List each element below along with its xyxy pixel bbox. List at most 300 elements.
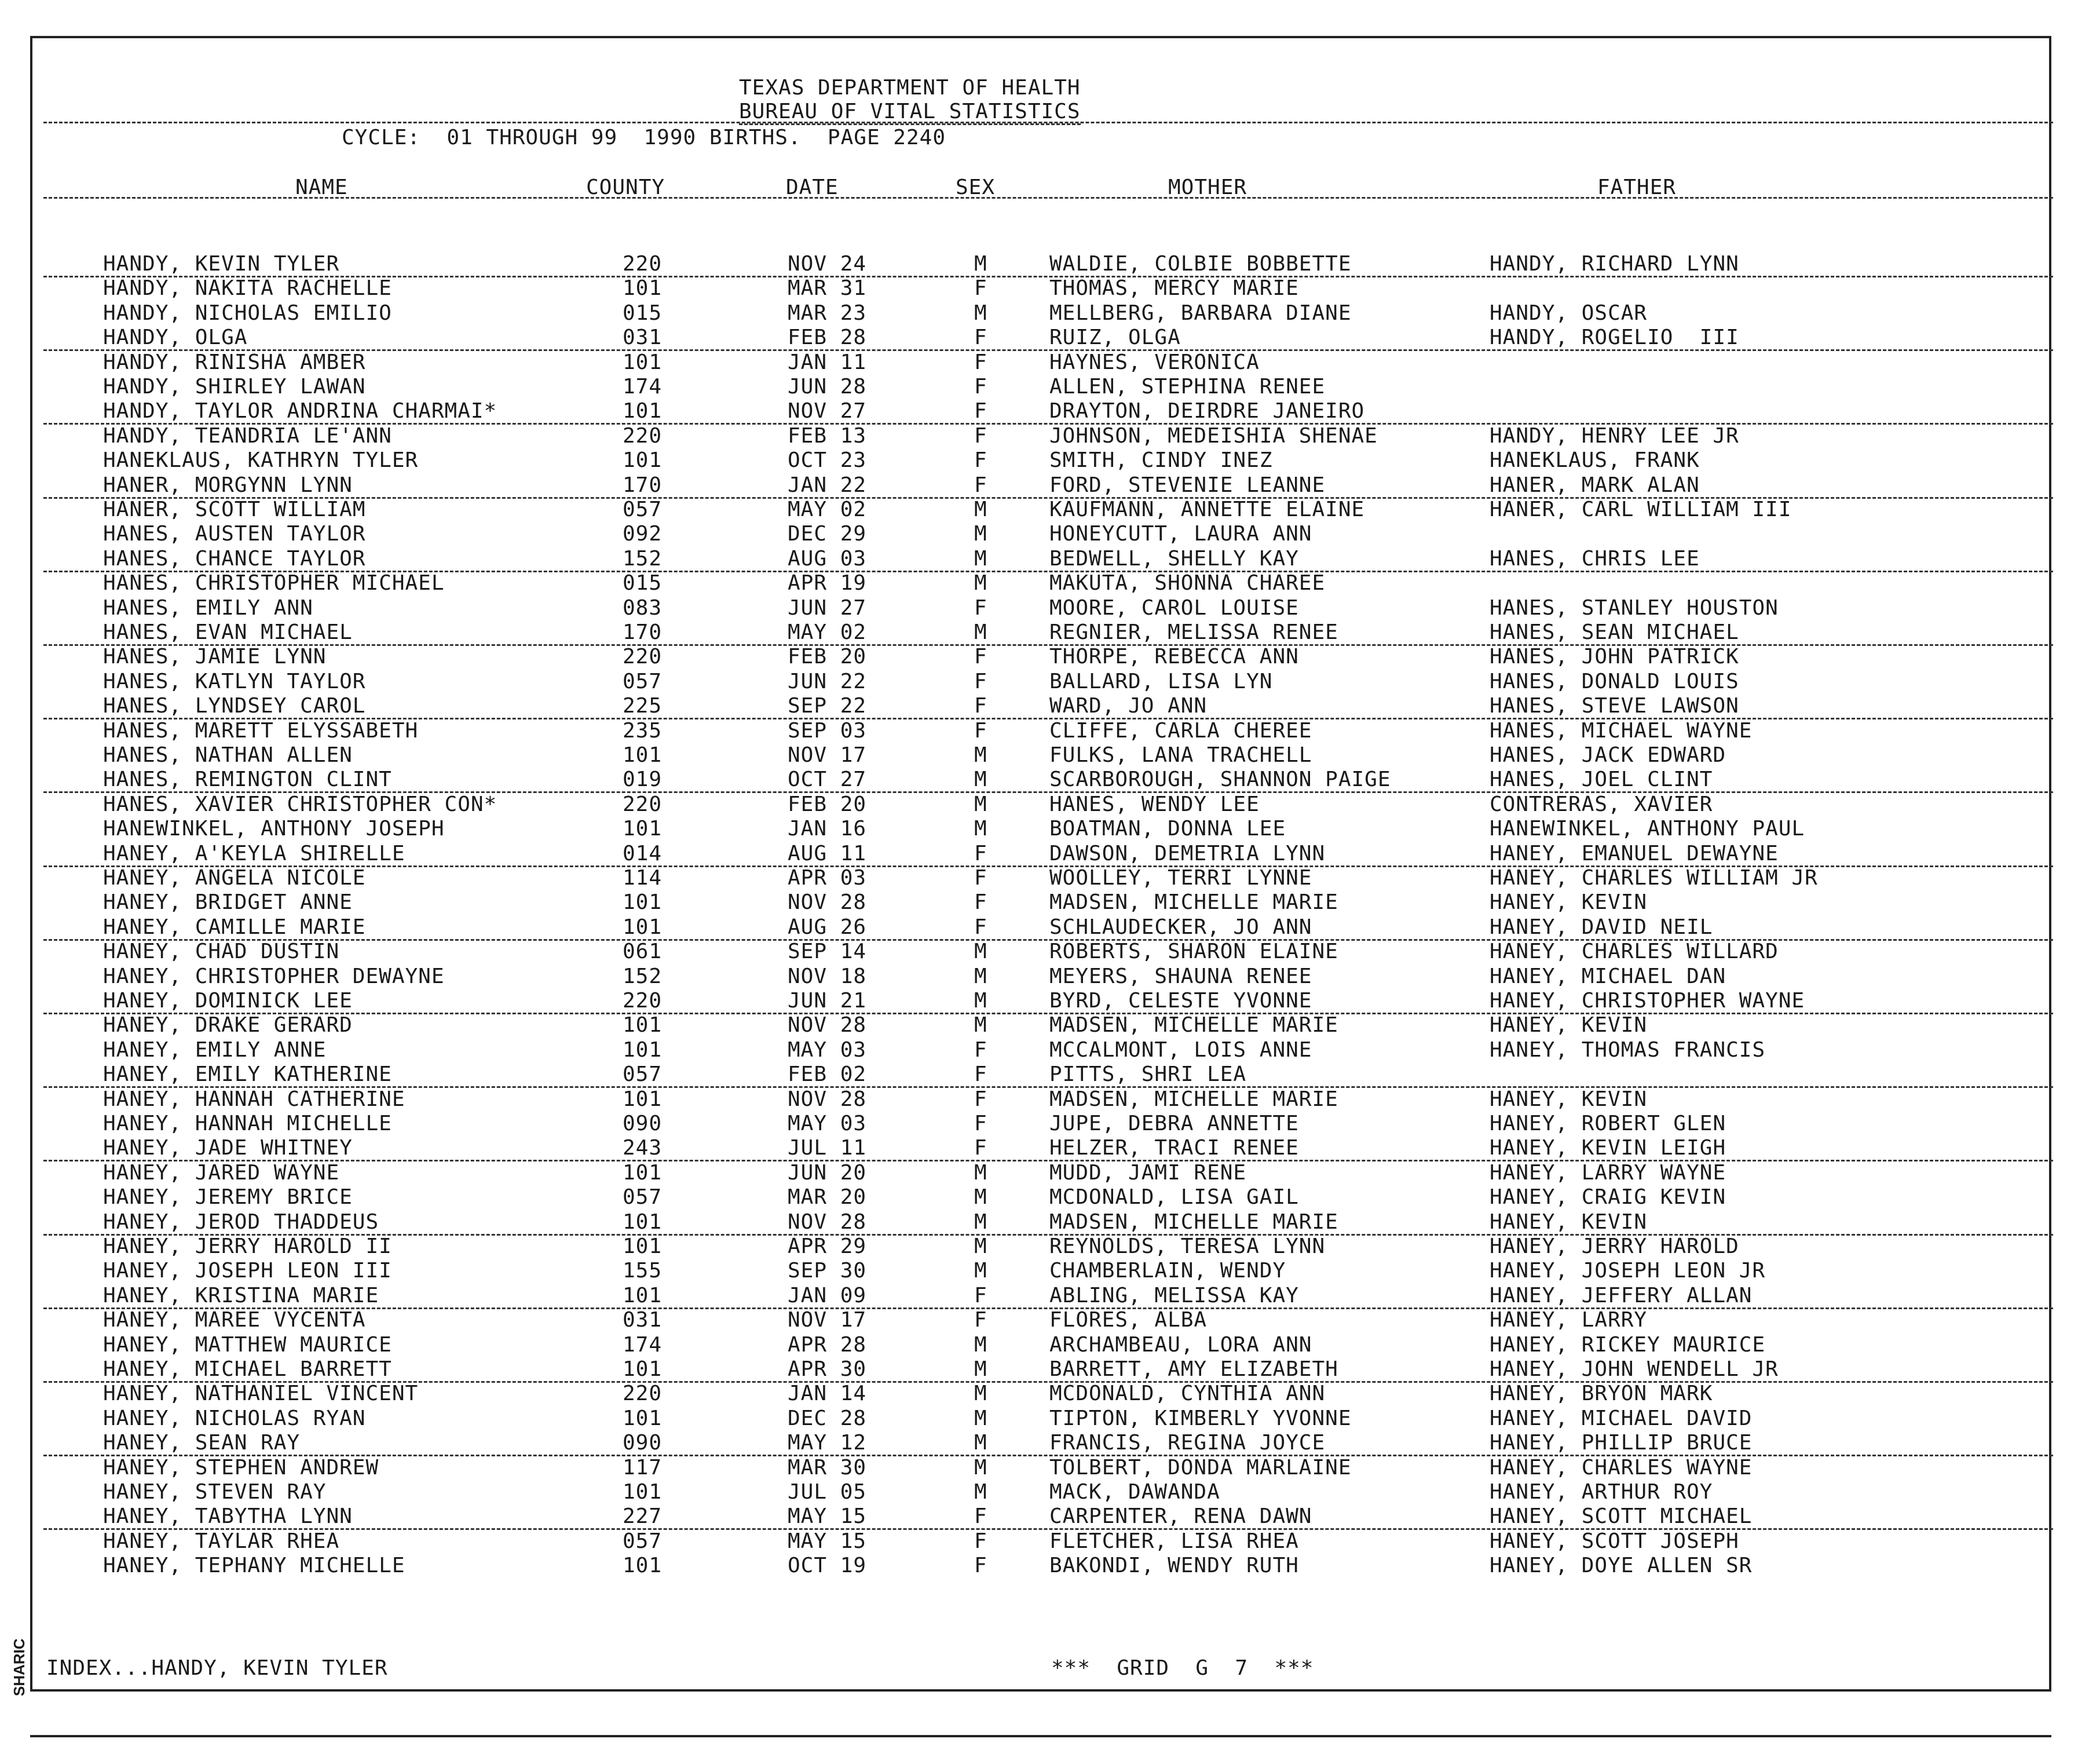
col-header-date: DATE: [786, 176, 839, 199]
table-row: [0, 1334, 2021, 1358]
cell-sex: F: [974, 1504, 987, 1528]
cell-county: 031: [623, 326, 663, 349]
cell-father: HANEY, JOSEPH LEON JR: [1490, 1259, 1766, 1283]
table-row: [0, 1259, 2021, 1284]
cell-date: JAN 11: [788, 350, 867, 374]
cell-county: 220: [623, 424, 663, 448]
cell-date: FEB 13: [788, 424, 867, 448]
cell-date: NOV 27: [788, 399, 867, 423]
cell-county: 101: [623, 350, 663, 374]
table-row: [0, 1112, 2021, 1137]
table-row: [0, 351, 2021, 375]
cell-date: NOV 24: [788, 252, 867, 276]
cell-sex: M: [974, 1259, 987, 1283]
cell-sex: F: [974, 350, 987, 374]
cell-date: OCT 19: [788, 1554, 867, 1577]
table-row: [0, 277, 2021, 301]
cell-date: MAY 03: [788, 1112, 867, 1135]
cell-sex: M: [974, 252, 987, 276]
cell-name: HANEY, MICHAEL BARRETT: [103, 1357, 392, 1381]
cell-name: HANEY, A'KEYLA SHIRELLE: [103, 842, 405, 865]
cell-date: MAY 02: [788, 498, 867, 521]
cell-sex: F: [974, 424, 987, 448]
cell-date: AUG 11: [788, 842, 867, 865]
cell-date: OCT 27: [788, 768, 867, 791]
cell-county: 220: [623, 645, 663, 669]
cell-county: 101: [623, 1161, 663, 1185]
cell-mother: JUPE, DEBRA ANNETTE: [1049, 1112, 1299, 1135]
cell-county: 057: [623, 498, 663, 521]
cell-sex: F: [974, 1308, 987, 1332]
cell-name: HANES, EVAN MICHAEL: [103, 620, 353, 644]
cell-father: HANEY, JOHN WENDELL JR: [1490, 1357, 1779, 1381]
cell-father: HANES, STANLEY HOUSTON: [1490, 596, 1779, 620]
cell-father: HANEY, PHILLIP BRUCE: [1490, 1431, 1753, 1455]
cell-county: 057: [623, 1185, 663, 1209]
cell-mother: TIPTON, KIMBERLY YVONNE: [1049, 1407, 1352, 1430]
cell-father: HANES, MICHAEL WAYNE: [1490, 719, 1753, 743]
table-row: [0, 1235, 2021, 1259]
cell-mother: RUIZ, OLGA: [1049, 326, 1181, 349]
cell-name: HANES, MARETT ELYSSABETH: [103, 719, 419, 743]
cell-mother: MUDD, JAMI RENE: [1049, 1161, 1247, 1185]
cell-sex: M: [974, 817, 987, 841]
cell-sex: F: [974, 1529, 987, 1553]
cell-father: HANEY, THOMAS FRANCIS: [1490, 1038, 1766, 1062]
cell-date: APR 29: [788, 1234, 867, 1258]
col-header-mother: MOTHER: [1168, 176, 1247, 199]
cell-mother: MEYERS, SHAUNA RENEE: [1049, 965, 1312, 988]
cell-sex: M: [974, 547, 987, 571]
cell-county: 220: [623, 252, 663, 276]
cell-date: MAR 31: [788, 276, 867, 300]
cell-mother: BALLARD, LISA LYN: [1049, 670, 1273, 693]
cell-county: 090: [623, 1112, 663, 1135]
cell-name: HANES, EMILY ANN: [103, 596, 313, 620]
cell-mother: WARD, JO ANN: [1049, 694, 1208, 718]
cell-sex: F: [974, 866, 987, 890]
cell-county: 101: [623, 817, 663, 841]
cell-mother: PITTS, SHRI LEA: [1049, 1062, 1247, 1086]
cell-sex: M: [974, 1431, 987, 1455]
cell-sex: M: [974, 1333, 987, 1357]
table-row: [0, 695, 2021, 719]
cell-mother: CLIFFE, CARLA CHEREE: [1049, 719, 1312, 743]
cell-date: FEB 20: [788, 792, 867, 816]
cell-sex: M: [974, 1234, 987, 1258]
table-row: [0, 1358, 2021, 1382]
table-row: [0, 719, 2021, 744]
cell-father: HANEY, JEFFERY ALLAN: [1490, 1284, 1753, 1307]
cell-father: HANES, STEVE LAWSON: [1490, 694, 1739, 718]
cell-sex: M: [974, 1480, 987, 1504]
table-row: [0, 817, 2021, 842]
cell-father: HANEY, KEVIN: [1490, 1013, 1648, 1037]
cell-mother: HELZER, TRACI RENEE: [1049, 1136, 1299, 1160]
cell-county: 235: [623, 719, 663, 743]
cell-sex: M: [974, 792, 987, 816]
cell-father: HANEY, CRAIG KEVIN: [1490, 1185, 1726, 1209]
cell-county: 243: [623, 1136, 663, 1160]
table-row: [0, 1284, 2021, 1309]
cell-mother: MACK, DAWANDA: [1049, 1480, 1220, 1504]
cell-name: HANEY, EMILY ANNE: [103, 1038, 327, 1062]
cell-mother: BARRETT, AMY ELIZABETH: [1049, 1357, 1338, 1381]
table-row: [0, 1211, 2021, 1235]
table-row: [0, 474, 2021, 498]
cell-father: HANEY, CHRISTOPHER WAYNE: [1490, 989, 1805, 1013]
cell-father: HANEY, SCOTT MICHAEL: [1490, 1504, 1753, 1528]
cell-mother: CHAMBERLAIN, WENDY: [1049, 1259, 1286, 1283]
cell-father: HANDY, HENRY LEE JR: [1490, 424, 1739, 448]
table-row: [0, 523, 2021, 547]
table-row: [0, 302, 2021, 326]
col-header-county: COUNTY: [586, 176, 665, 199]
cell-mother: ALLEN, STEPHINA RENEE: [1049, 375, 1326, 399]
cell-county: 101: [623, 915, 663, 939]
cell-father: HANEY, DAVID NEIL: [1490, 915, 1713, 939]
cell-name: HANEY, MATTHEW MAURICE: [103, 1333, 392, 1357]
cell-date: MAR 30: [788, 1456, 867, 1480]
cell-name: HANDY, OLGA: [103, 326, 248, 349]
cell-mother: FORD, STEVENIE LEANNE: [1049, 473, 1326, 497]
cell-sex: F: [974, 915, 987, 939]
table-row: [0, 572, 2021, 596]
cell-mother: WALDIE, COLBIE BOBBETTE: [1049, 252, 1352, 276]
cell-mother: DAWSON, DEMETRIA LYNN: [1049, 842, 1326, 865]
cell-name: HANEKLAUS, KATHRYN TYLER: [103, 448, 419, 472]
side-stamp: SHARIC: [10, 1638, 28, 1696]
cell-date: MAR 23: [788, 301, 867, 325]
cell-father: HANES, JOHN PATRICK: [1490, 645, 1739, 669]
cell-county: 170: [623, 473, 663, 497]
cell-name: HANES, KATLYN TAYLOR: [103, 670, 366, 693]
cell-date: MAY 15: [788, 1504, 867, 1528]
table-row: [0, 1039, 2021, 1063]
cell-mother: BAKONDI, WENDY RUTH: [1049, 1554, 1299, 1577]
cell-sex: F: [974, 1038, 987, 1062]
cell-name: HANDY, NAKITA RACHELLE: [103, 276, 392, 300]
cell-county: 101: [623, 1038, 663, 1062]
cell-county: 152: [623, 965, 663, 988]
cell-sex: F: [974, 645, 987, 669]
cell-date: NOV 28: [788, 1210, 867, 1234]
table-row: [0, 793, 2021, 817]
cell-sex: F: [974, 1136, 987, 1160]
cell-sex: M: [974, 1161, 987, 1185]
cell-mother: WOOLLEY, TERRI LYNNE: [1049, 866, 1312, 890]
cell-name: HANEY, STEPHEN ANDREW: [103, 1456, 379, 1480]
cell-county: 101: [623, 890, 663, 914]
cell-mother: REGNIER, MELISSA RENEE: [1049, 620, 1338, 644]
cell-date: JUN 28: [788, 375, 867, 399]
cell-sex: M: [974, 1456, 987, 1480]
cell-county: 031: [623, 1308, 663, 1332]
cell-mother: FRANCIS, REGINA JOYCE: [1049, 1431, 1326, 1455]
cell-father: HANEY, CHARLES WILLIAM JR: [1490, 866, 1818, 890]
cell-county: 101: [623, 1480, 663, 1504]
cell-date: JUL 11: [788, 1136, 867, 1160]
cell-date: APR 19: [788, 571, 867, 595]
table-row: [0, 645, 2021, 670]
cell-county: 152: [623, 547, 663, 571]
table-row: [0, 1088, 2021, 1112]
table-row: [0, 1161, 2021, 1186]
cell-sex: F: [974, 719, 987, 743]
table-row: [0, 498, 2021, 523]
cell-name: HANES, AUSTEN TAYLOR: [103, 522, 366, 546]
table-row: [0, 867, 2021, 891]
table-row: [0, 1431, 2021, 1456]
cell-father: HANEY, KEVIN: [1490, 890, 1648, 914]
cell-name: HANER, MORGYNN LYNN: [103, 473, 353, 497]
cell-county: 101: [623, 1210, 663, 1234]
cell-county: 083: [623, 596, 663, 620]
footer-grid: *** GRID G 7 ***: [1051, 1656, 1314, 1680]
cell-county: 019: [623, 768, 663, 791]
cell-name: HANES, JAMIE LYNN: [103, 645, 327, 669]
cell-father: HANEY, MICHAEL DAVID: [1490, 1407, 1753, 1430]
cell-mother: BOATMAN, DONNA LEE: [1049, 817, 1286, 841]
table-row: [0, 940, 2021, 965]
table-row: [0, 425, 2021, 449]
cell-date: MAY 02: [788, 620, 867, 644]
table-row: [0, 891, 2021, 915]
cell-name: HANEWINKEL, ANTHONY JOSEPH: [103, 817, 445, 841]
cell-name: HANEY, TAYLAR RHEA: [103, 1529, 340, 1553]
cell-sex: F: [974, 1062, 987, 1086]
cell-mother: CARPENTER, RENA DAWN: [1049, 1504, 1312, 1528]
cell-date: NOV 28: [788, 1087, 867, 1111]
cell-date: JUN 21: [788, 989, 867, 1013]
table-row: [0, 326, 2021, 350]
table-row: [0, 842, 2021, 867]
cell-mother: SCHLAUDECKER, JO ANN: [1049, 915, 1312, 939]
cell-date: JUL 05: [788, 1480, 867, 1504]
cell-county: 101: [623, 1407, 663, 1430]
cell-county: 101: [623, 1234, 663, 1258]
cell-father: HANEY, MICHAEL DAN: [1490, 965, 1726, 988]
col-header-father: FATHER: [1597, 176, 1677, 199]
cell-county: 227: [623, 1504, 663, 1528]
cell-mother: ABLING, MELISSA KAY: [1049, 1284, 1299, 1307]
cell-date: MAY 12: [788, 1431, 867, 1455]
cell-father: HANEY, KEVIN: [1490, 1210, 1648, 1234]
cell-date: NOV 28: [788, 1013, 867, 1037]
cell-father: HANEY, CHARLES WILLARD: [1490, 940, 1779, 963]
cell-date: APR 28: [788, 1333, 867, 1357]
report-agency: TEXAS DEPARTMENT OF HEALTH: [739, 76, 1081, 100]
cell-sex: M: [974, 768, 987, 791]
cell-name: HANEY, EMILY KATHERINE: [103, 1062, 392, 1086]
footer-index: INDEX...HANDY, KEVIN TYLER: [46, 1656, 388, 1680]
cell-mother: HONEYCUTT, LAURA ANN: [1049, 522, 1312, 546]
cell-name: HANES, CHRISTOPHER MICHAEL: [103, 571, 445, 595]
cell-mother: MADSEN, MICHELLE MARIE: [1049, 890, 1338, 914]
cell-date: JUN 22: [788, 670, 867, 693]
cell-name: HANEY, BRIDGET ANNE: [103, 890, 353, 914]
cell-name: HANEY, HANNAH CATHERINE: [103, 1087, 405, 1111]
table-row: [0, 1137, 2021, 1161]
cell-name: HANEY, MAREE VYCENTA: [103, 1308, 366, 1332]
cell-county: 155: [623, 1259, 663, 1283]
cell-county: 117: [623, 1456, 663, 1480]
cell-mother: MELLBERG, BARBARA DIANE: [1049, 301, 1352, 325]
cell-county: 101: [623, 276, 663, 300]
cell-date: NOV 17: [788, 743, 867, 767]
cell-mother: JOHNSON, MEDEISHIA SHENAE: [1049, 424, 1378, 448]
cell-mother: ARCHAMBEAU, LORA ANN: [1049, 1333, 1312, 1357]
table-row: [0, 449, 2021, 473]
cell-mother: FLETCHER, LISA RHEA: [1049, 1529, 1299, 1553]
cell-father: HANER, CARL WILLIAM III: [1490, 498, 1792, 521]
cell-county: 114: [623, 866, 663, 890]
cell-father: HANEY, BRYON MARK: [1490, 1382, 1713, 1405]
cell-father: HANEY, JERRY HAROLD: [1490, 1234, 1739, 1258]
cell-date: MAY 15: [788, 1529, 867, 1553]
table-row: [0, 1530, 2021, 1554]
cell-father: HANES, DONALD LOUIS: [1490, 670, 1739, 693]
cell-mother: DRAYTON, DEIRDRE JANEIRO: [1049, 399, 1365, 423]
table-row: [0, 1014, 2021, 1038]
cell-mother: MAKUTA, SHONNA CHAREE: [1049, 571, 1326, 595]
table-row: [0, 400, 2021, 424]
cell-date: APR 03: [788, 866, 867, 890]
cell-county: 092: [623, 522, 663, 546]
cell-father: HANDY, OSCAR: [1490, 301, 1648, 325]
table-row: [0, 1505, 2021, 1529]
header-rule: [43, 122, 2053, 123]
cell-county: 061: [623, 940, 663, 963]
cell-county: 057: [623, 670, 663, 693]
cell-county: 090: [623, 1431, 663, 1455]
table-row: [0, 744, 2021, 768]
cell-father: HANES, JACK EDWARD: [1490, 743, 1726, 767]
table-row: [0, 989, 2021, 1014]
cell-name: HANDY, TEANDRIA LE'ANN: [103, 424, 392, 448]
table-row: [0, 965, 2021, 989]
cell-sex: F: [974, 399, 987, 423]
cell-name: HANEY, DRAKE GERARD: [103, 1013, 353, 1037]
table-row: [0, 1407, 2021, 1431]
cell-name: HANEY, ANGELA NICOLE: [103, 866, 366, 890]
cell-name: HANEY, JADE WHITNEY: [103, 1136, 353, 1160]
cell-mother: BYRD, CELESTE YVONNE: [1049, 989, 1312, 1013]
table-row: [0, 597, 2021, 621]
cell-name: HANEY, JEROD THADDEUS: [103, 1210, 379, 1234]
cell-county: 220: [623, 792, 663, 816]
cell-date: NOV 28: [788, 890, 867, 914]
cell-father: HANER, MARK ALAN: [1490, 473, 1700, 497]
cell-date: NOV 17: [788, 1308, 867, 1332]
report-bureau: BUREAU OF VITAL STATISTICS: [739, 100, 1081, 125]
cell-name: HANEY, KRISTINA MARIE: [103, 1284, 379, 1307]
cell-father: HANEY, RICKEY MAURICE: [1490, 1333, 1766, 1357]
cell-father: HANDY, ROGELIO III: [1490, 326, 1739, 349]
cell-county: 225: [623, 694, 663, 718]
cell-date: JAN 09: [788, 1284, 867, 1307]
cell-date: JAN 16: [788, 817, 867, 841]
cell-father: CONTRERAS, XAVIER: [1490, 792, 1713, 816]
cell-sex: F: [974, 670, 987, 693]
cell-father: HANEWINKEL, ANTHONY PAUL: [1490, 817, 1805, 841]
cell-sex: F: [974, 1554, 987, 1577]
cell-mother: SMITH, CINDY INEZ: [1049, 448, 1273, 472]
cell-date: DEC 29: [788, 522, 867, 546]
cell-sex: M: [974, 1382, 987, 1405]
cell-date: JUN 20: [788, 1161, 867, 1185]
cell-sex: M: [974, 301, 987, 325]
cell-name: HANER, SCOTT WILLIAM: [103, 498, 366, 521]
cell-sex: M: [974, 940, 987, 963]
cell-name: HANEY, JEREMY BRICE: [103, 1185, 353, 1209]
cell-name: HANEY, DOMINICK LEE: [103, 989, 353, 1013]
table-row: [0, 1186, 2021, 1210]
cell-county: 101: [623, 743, 663, 767]
table-row: [0, 670, 2021, 695]
cell-sex: M: [974, 1357, 987, 1381]
cell-sex: M: [974, 965, 987, 988]
cell-sex: F: [974, 448, 987, 472]
cell-father: HANEY, EMANUEL DEWAYNE: [1490, 842, 1779, 865]
cell-county: 101: [623, 448, 663, 472]
cell-name: HANEY, NICHOLAS RYAN: [103, 1407, 366, 1430]
cell-date: JAN 14: [788, 1382, 867, 1405]
cell-sex: F: [974, 326, 987, 349]
table-row: [0, 1382, 2021, 1407]
cell-mother: REYNOLDS, TERESA LYNN: [1049, 1234, 1326, 1258]
cell-name: HANEY, CHRISTOPHER DEWAYNE: [103, 965, 445, 988]
next-page-edge: [30, 1735, 2051, 1737]
cell-sex: M: [974, 989, 987, 1013]
cell-sex: F: [974, 1284, 987, 1307]
cell-father: HANEY, ROBERT GLEN: [1490, 1112, 1726, 1135]
cell-sex: M: [974, 743, 987, 767]
cell-sex: F: [974, 890, 987, 914]
cell-county: 174: [623, 375, 663, 399]
cell-name: HANEY, SEAN RAY: [103, 1431, 301, 1455]
cell-mother: SCARBOROUGH, SHANNON PAIGE: [1049, 768, 1391, 791]
cell-sex: F: [974, 276, 987, 300]
cell-date: AUG 26: [788, 915, 867, 939]
cell-sex: F: [974, 1112, 987, 1135]
cell-father: HANES, CHRIS LEE: [1490, 547, 1700, 571]
cell-sex: F: [974, 1087, 987, 1111]
table-row: [0, 1456, 2021, 1481]
cell-county: 220: [623, 989, 663, 1013]
cell-county: 014: [623, 842, 663, 865]
cell-mother: MOORE, CAROL LOUISE: [1049, 596, 1299, 620]
cell-county: 220: [623, 1382, 663, 1405]
cell-sex: M: [974, 1013, 987, 1037]
cell-name: HANES, NATHAN ALLEN: [103, 743, 353, 767]
cell-name: HANES, REMINGTON CLINT: [103, 768, 392, 791]
cell-name: HANEY, HANNAH MICHELLE: [103, 1112, 392, 1135]
cell-name: HANEY, CAMILLE MARIE: [103, 915, 366, 939]
cell-father: HANEKLAUS, FRANK: [1490, 448, 1700, 472]
cell-mother: TOLBERT, DONDA MARLAINE: [1049, 1456, 1352, 1480]
cell-name: HANEY, CHAD DUSTIN: [103, 940, 340, 963]
cell-name: HANES, CHANCE TAYLOR: [103, 547, 366, 571]
cell-mother: THORPE, REBECCA ANN: [1049, 645, 1299, 669]
cell-mother: ROBERTS, SHARON ELAINE: [1049, 940, 1338, 963]
cell-father: HANEY, DOYE ALLEN SR: [1490, 1554, 1753, 1577]
cell-sex: F: [974, 375, 987, 399]
table-row: [0, 375, 2021, 400]
cell-sex: M: [974, 1407, 987, 1430]
cell-date: SEP 14: [788, 940, 867, 963]
cell-mother: THOMAS, MERCY MARIE: [1049, 276, 1299, 300]
